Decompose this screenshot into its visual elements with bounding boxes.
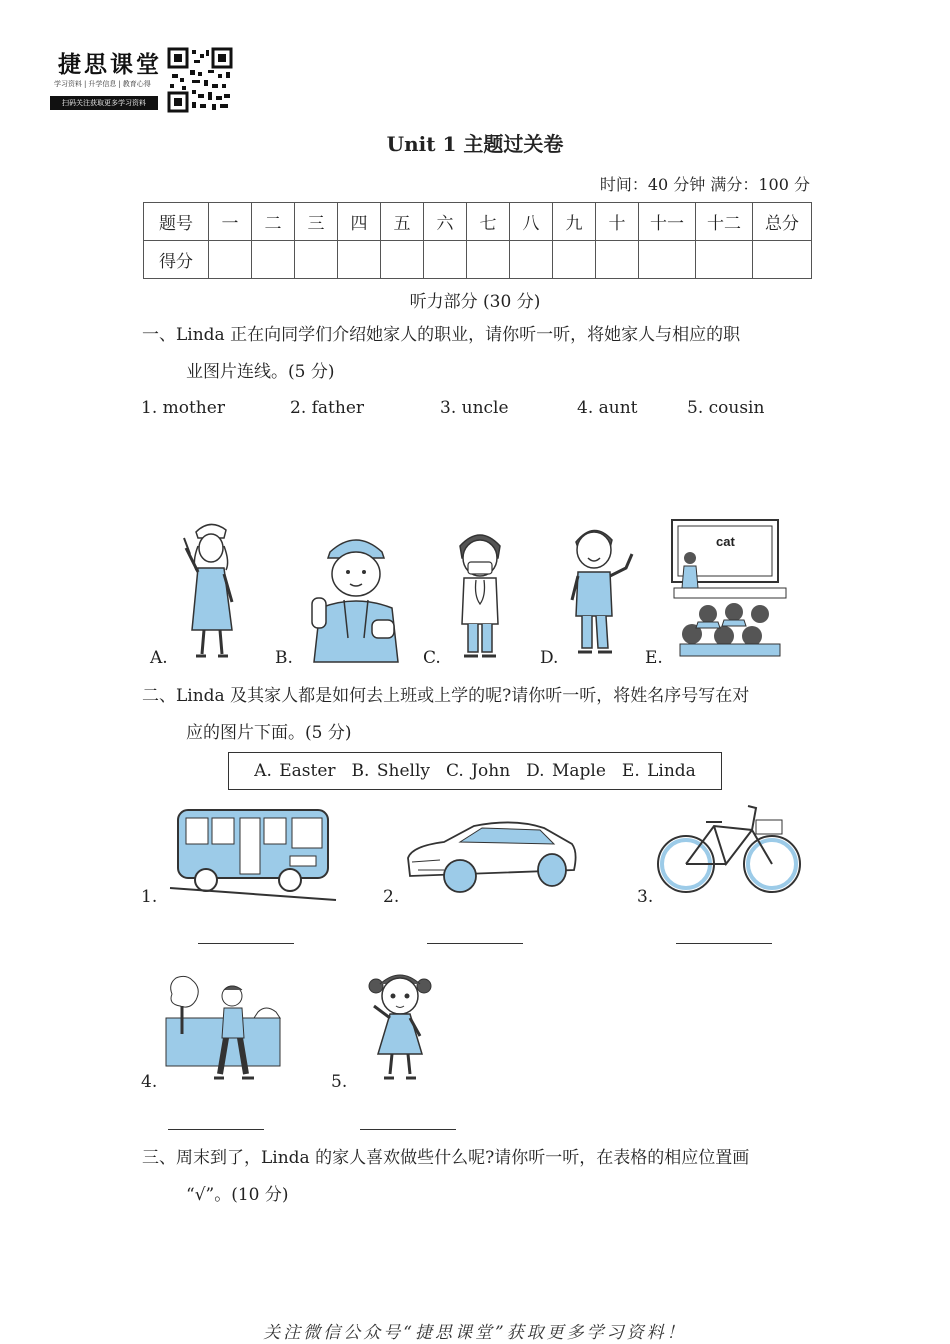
question-1-line1: 一、Linda 正在向同学们介绍她家人的职业，请你听一听，将她家人与相应的职 [142,325,741,345]
score-input-cell[interactable] [596,241,639,279]
label-A: A. [150,648,168,668]
time-info: 时间：40 分钟 满分：100 分 [599,175,810,194]
question-2-line2: 应的图片下面。(5 分) [186,723,352,743]
answer-blank-2[interactable] [427,943,523,944]
table-row [144,241,812,279]
logo-text: 捷思课堂 [58,51,162,78]
answer-blank-5[interactable] [360,1129,456,1130]
score-input-cell[interactable] [295,241,338,279]
presenter-picture [568,520,640,660]
label-E: E. [645,648,663,668]
logo-bar: 扫码关注获取更多学习资料 [50,96,158,110]
score-input-cell[interactable] [209,241,252,279]
page-title: Unit 1 主题过关卷 [386,132,564,156]
label-1: 1. [141,887,158,907]
label-D: D. [540,648,559,668]
board-word: cat [716,534,735,549]
bus-picture [170,800,336,904]
label-3: 3. [637,887,654,907]
score-input-cell[interactable] [553,241,596,279]
table-cell: 一 [209,203,252,241]
score-input-cell[interactable] [753,241,812,279]
table-cell: 十一 [639,203,696,241]
logo-tag: 教育心得 [122,80,151,88]
option-maple: D. Maple [526,761,606,781]
logo-tag: 学习资料 [54,80,82,88]
question-1-line2: 业图片连线。(5 分) [186,362,335,382]
score-input-cell[interactable] [381,241,424,279]
word-cousin: 5. cousin [687,398,765,418]
car-picture [404,818,580,896]
worker-picture [308,528,404,662]
table-cell: 十 [596,203,639,241]
walking-picture [166,974,282,1086]
score-input-cell[interactable] [639,241,696,279]
table-cell: 五 [381,203,424,241]
table-cell: 八 [510,203,553,241]
label-B: B. [275,648,293,668]
bicycle-picture [656,800,804,900]
question-2-line1: 二、Linda 及其家人都是如何去上班或上学的呢?请你听一听，将姓名序号写在对 [142,686,750,706]
score-input-cell[interactable] [467,241,510,279]
footer-note: 关注微信公众号“捷思课堂”获取更多学习资料！ [263,1323,687,1343]
table-cell: 题号 [144,203,209,241]
word-aunt: 4. aunt [577,398,638,418]
logo-tag: 升学信息 [88,80,117,88]
label-5: 5. [331,1072,348,1092]
table-cell: 六 [424,203,467,241]
score-input-cell[interactable] [252,241,295,279]
word-father: 2. father [290,398,365,418]
table-cell: 十二 [696,203,753,241]
table-cell: 七 [467,203,510,241]
question-3-line2: “√”。(10 分) [186,1185,289,1205]
table-cell: 九 [553,203,596,241]
option-linda: E. Linda [621,761,696,781]
logo-tags: 学习资料 | 升学信息 | 教育心得 [54,80,151,88]
label-4: 4. [141,1072,158,1092]
label-2: 2. [383,887,400,907]
option-john: C. John [445,761,511,781]
table-cell: 总分 [753,203,812,241]
answer-blank-3[interactable] [676,943,772,944]
qr-code-icon [168,48,232,112]
score-table [143,202,812,279]
score-input-cell[interactable] [338,241,381,279]
score-input-cell[interactable] [510,241,553,279]
question-3-line1: 三、周末到了，Linda 的家人喜欢做些什么呢?请你听一听，在表格的相应位置画 [142,1148,750,1168]
teacher-classroom-picture [668,518,790,658]
doctor-picture [452,524,508,660]
girl-picture [368,966,432,1084]
table-cell: 四 [338,203,381,241]
table-cell: 三 [295,203,338,241]
table-cell: 二 [252,203,295,241]
label-C: C. [423,648,441,668]
option-easter: A. Easter [254,761,336,781]
nurse-picture [182,518,242,660]
score-input-cell[interactable] [696,241,753,279]
answer-blank-4[interactable] [168,1129,264,1130]
name-options-box [228,752,722,790]
table-cell: 得分 [144,241,209,279]
score-input-cell[interactable] [424,241,467,279]
option-shelly: B. Shelly [351,761,430,781]
word-mother: 1. mother [141,398,225,418]
answer-blank-1[interactable] [198,943,294,944]
section-heading: 听力部分 (30 分) [409,292,541,312]
table-row [144,203,812,241]
word-uncle: 3. uncle [440,398,509,418]
